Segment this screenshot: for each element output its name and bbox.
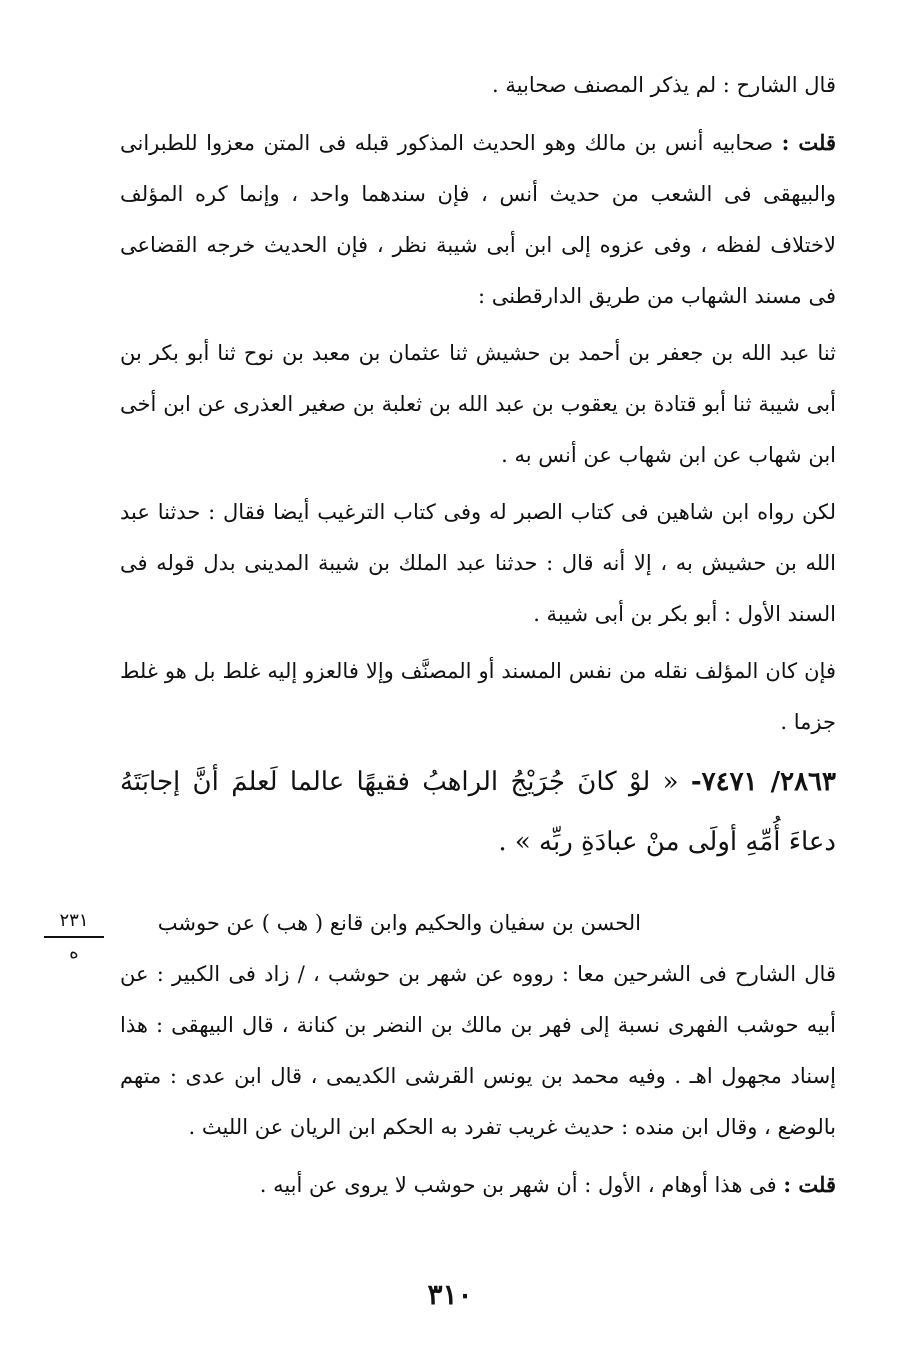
margin-folio-number: ٢٣١ bbox=[59, 910, 89, 931]
paragraph-qultu-1-text: صحابيه أنس بن مالك وهو الحديث المذكور قبله فى المتن معزوا للطبرانى والبيهقى فى الشعب من حديث أنس ، فإن سندهما واحد ، وإنما كره المؤلف لاختلاف لفظه ، وفى عزوه إلى ابن أبى شيبة نظر ، فإن الحديث خرجه القضاعى فى مسند الشهاب من طريق الدارقطنى : bbox=[120, 131, 836, 308]
hadith-number: ٢٨٦٣/ ٧٤٧١- bbox=[690, 767, 836, 797]
paragraph-isnad: ثنا عبد الله بن جعفر بن أحمد بن حشيش ثنا عثمان بن معبد بن نوح ثنا أبو بكر بن أبى شيبة ثنا أبو قتادة بن يعقوب بن عبد الله بن ثعلبة بن صغير العذرى عن ابن أخى ابن شهاب عن ابن شهاب عن أنس به . bbox=[120, 341, 836, 467]
paragraph-ibn-shahin: لكن رواه ابن شاهين فى كتاب الصبر له وفى كتاب الترغيب أيضا فقال : حدثنا عبد الله بن حشيش به ، إلا أنه قال : حدثنا عبد الملك بن شيبة المدينى بدل قوله فى السند الأول : أبو بكر بن أبى شيبة . bbox=[120, 500, 836, 626]
page-number-text: ٣١٠ bbox=[427, 1278, 473, 1311]
margin-folio-rule bbox=[44, 936, 104, 938]
hadith-text: « لوْ كانَ جُرَيْجُ الراهبُ فقيهًا عالما لَعلمَ أنَّ إجابَتَهُ دعاءَ أُمِّهِ أولَى منْ عبادَةِ ربِّه » . bbox=[120, 767, 836, 857]
hadith-entry bbox=[120, 752, 836, 872]
qultu-label-2: قلت : bbox=[783, 1172, 836, 1197]
page-body bbox=[120, 60, 836, 1211]
paragraph-qultu-2-text: فى هذا أوهام ، الأول : أن شهر بن حوشب لا يروى عن أبيه . bbox=[259, 1173, 784, 1197]
margin-folio-reference bbox=[44, 910, 104, 964]
margin-folio-side: ه bbox=[69, 942, 79, 963]
hadith-sources: الحسن بن سفيان والحكيم وابن قانع ( هب ) عن حوشب bbox=[157, 911, 641, 935]
paragraph-conclusion: فإن كان المؤلف نقله من نفس المسند أو المصنَّف وإلا فالعزو إليه غلط بل هو غلط جزما . bbox=[120, 659, 836, 734]
paragraph-qultu-2 bbox=[120, 1159, 836, 1211]
paragraph-sharih-statement: قال الشارح : لم يذكر المصنف صحابية . bbox=[492, 73, 836, 97]
paragraph-sharih-two-commentaries: قال الشارح فى الشرحين معا : رووه عن شهر بن حوشب ، / زاد فى الكبير : عن أبيه حوشب الفهرى نسبة إلى فهر بن مالك بن النضر بن كنانة ، قال البيهقى : هذا إسناد مجهول اهـ . وفيه محمد بن يونس القرشى الكديمى ، قال ابن عدى : متهم بالوضع ، وقال ابن منده : حديث غريب تفرد به الحكم ابن الريان عن الليث . bbox=[120, 962, 836, 1139]
paragraph-qultu-1 bbox=[120, 117, 836, 322]
qultu-label: قلت : bbox=[781, 130, 836, 155]
page-number bbox=[0, 1278, 920, 1311]
